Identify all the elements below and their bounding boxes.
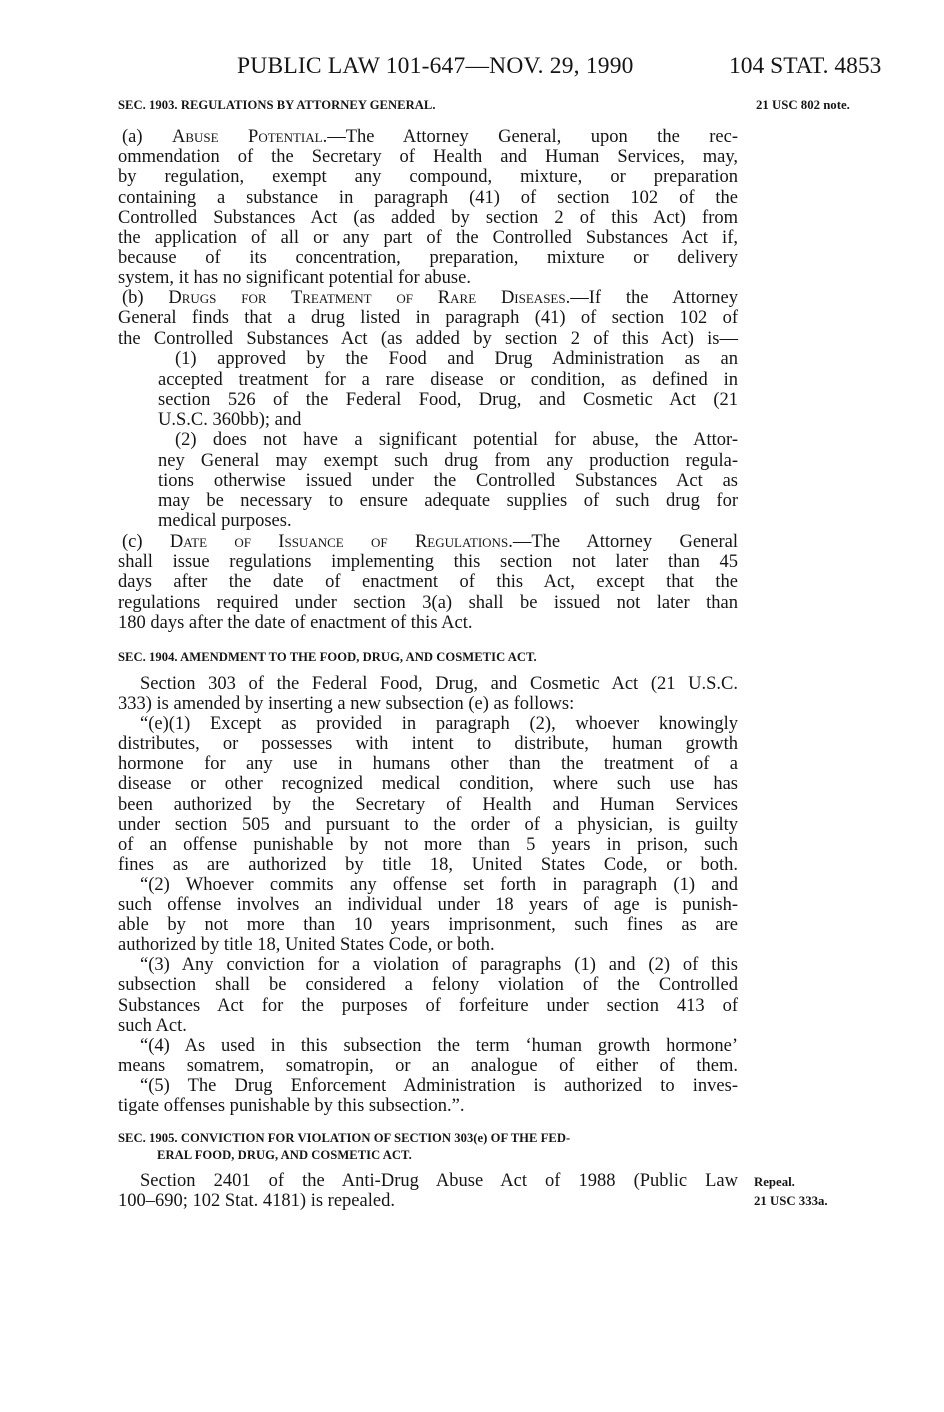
text-line: regulations required under section 3(a) shall be issued not later than (118, 593, 738, 613)
text-line: accepted treatment for a rare disease or condition, as defined in (158, 370, 738, 390)
text-line: Section 2401 of the Anti-Drug Abuse Act of 1988 (Public Law (140, 1171, 738, 1191)
text-line: such Act. (118, 1016, 187, 1036)
text-line: Controlled Substances Act (as added by section 2 of this Act) from (118, 208, 738, 228)
text-line: under section 505 and pursuant to the order of a physician, is guilty (118, 815, 738, 835)
text-line: of an offense punishable by not more than 5 years in prison, such (118, 835, 738, 855)
text-line: 100–690; 102 Stat. 4181) is repealed. (118, 1191, 395, 1211)
text-line: system, it has no significant potential for abuse. (118, 268, 471, 288)
text-line: medical purposes. (158, 511, 292, 531)
paragraph-c-caption: Date of Issuance of Regulations (169, 532, 509, 552)
text-line: 333) is amended by inserting a new subsection (e) as follows: (118, 694, 575, 714)
text-line: disease or other recognized medical condition, where such use has (118, 774, 738, 794)
paragraph-b-caption: Drugs for Treatment of Rare Diseases (168, 288, 566, 308)
header-title: PUBLIC LAW 101-647—NOV. 29, 1990 (237, 53, 634, 79)
text-line: fines as are authorized by title 18, United States Code, or both. (118, 855, 738, 875)
section-1905-heading-line1: SEC. 1905. CONVICTION FOR VIOLATION OF SECTION 303(e) OF THE FED- (118, 1131, 571, 1145)
section-1905-heading-line2: ERAL FOOD, DRUG, AND COSMETIC ACT. (157, 1148, 412, 1162)
margin-note-1903: 21 USC 802 note. (756, 98, 850, 112)
text-line: “(5) The Drug Enforcement Administration is authorized to inves- (140, 1076, 738, 1096)
section-1904-heading: SEC. 1904. AMENDMENT TO THE FOOD, DRUG, AND COSMETIC ACT. (118, 650, 537, 664)
page-header (0, 53, 944, 83)
text-line: able by not more than 10 years imprisonment, such fines as are (118, 915, 738, 935)
paragraph-a-caption: Abuse Potential (171, 127, 323, 147)
text-line: (1) approved by the Food and Drug Administration as an (175, 349, 738, 369)
margin-note-1905-usc: 21 USC 333a. (754, 1194, 828, 1208)
text-line: “(2) Whoever commits any offense set forth in paragraph (1) and (140, 875, 738, 895)
text-line: Substances Act for the purposes of forfeiture under section 413 of (118, 996, 738, 1016)
paragraph-c-first-line: (c) Date of Issuance of Regulations.—The Attorney General (122, 532, 738, 552)
text-line: “(e)(1) Except as provided in paragraph (2), whoever knowingly (140, 714, 738, 734)
margin-note-repeal: Repeal. (754, 1175, 795, 1189)
text-line: been authorized by the Secretary of Health and Human Services (118, 795, 738, 815)
text-line: tigate offenses punishable by this subsection.”. (118, 1096, 465, 1116)
text-line: means somatrem, somatropin, or an analogue of either of them. (118, 1056, 738, 1076)
text-line: subsection shall be considered a felony violation of the Controlled (118, 975, 738, 995)
text-line: ommendation of the Secretary of Health and Human Services, may, (118, 147, 738, 167)
text-line: distributes, or possesses with intent to distribute, human growth (118, 734, 738, 754)
text-line: U.S.C. 360bb); and (158, 410, 302, 430)
text-line: shall issue regulations implementing this section not later than 45 (118, 552, 738, 572)
text-line: “(4) As used in this subsection the term ‘human growth hormone’ (140, 1036, 738, 1056)
text-line: because of its concentration, preparation, mixture or delivery (118, 248, 738, 268)
text-line: the application of all or any part of the Controlled Substances Act if, (118, 228, 738, 248)
text-line: 180 days after the date of enactment of this Act. (118, 613, 473, 633)
text-line: the Controlled Substances Act (as added by section 2 of this Act) is— (118, 329, 738, 349)
text-line: “(3) Any conviction for a violation of paragraphs (1) and (2) of this (140, 955, 738, 975)
text-line: may be necessary to ensure adequate supplies of such drug for (158, 491, 738, 511)
header-stat-citation: 104 STAT. 4853 (729, 53, 882, 79)
text-line: authorized by title 18, United States Code, or both. (118, 935, 495, 955)
text-line: (2) does not have a significant potential for abuse, the Attor- (175, 430, 738, 450)
text-line: General finds that a drug listed in paragraph (41) of section 102 of (118, 308, 738, 328)
section-1903-heading: SEC. 1903. REGULATIONS BY ATTORNEY GENERAL. (118, 98, 436, 112)
text-line: ney General may exempt such drug from any production regula- (158, 451, 738, 471)
text-line: section 526 of the Federal Food, Drug, and Cosmetic Act (21 (158, 390, 738, 410)
text-line: containing a substance in paragraph (41) of section 102 of the (118, 188, 738, 208)
text-line: tions otherwise issued under the Controlled Substances Act as (158, 471, 738, 491)
text-line: Section 303 of the Federal Food, Drug, and Cosmetic Act (21 U.S.C. (140, 674, 738, 694)
paragraph-a-first-line: (a) Abuse Potential.—The Attorney General, upon the rec- (122, 127, 738, 147)
text-line: by regulation, exempt any compound, mixture, or preparation (118, 167, 738, 187)
paragraph-b-first-line: (b) Drugs for Treatment of Rare Diseases.—If the Attorney (122, 288, 738, 308)
text-line: hormone for any use in humans other than the treatment of a (118, 754, 738, 774)
text-line: days after the date of enactment of this Act, except that the (118, 572, 738, 592)
text-line: such offense involves an individual under 18 years of age is punish- (118, 895, 738, 915)
